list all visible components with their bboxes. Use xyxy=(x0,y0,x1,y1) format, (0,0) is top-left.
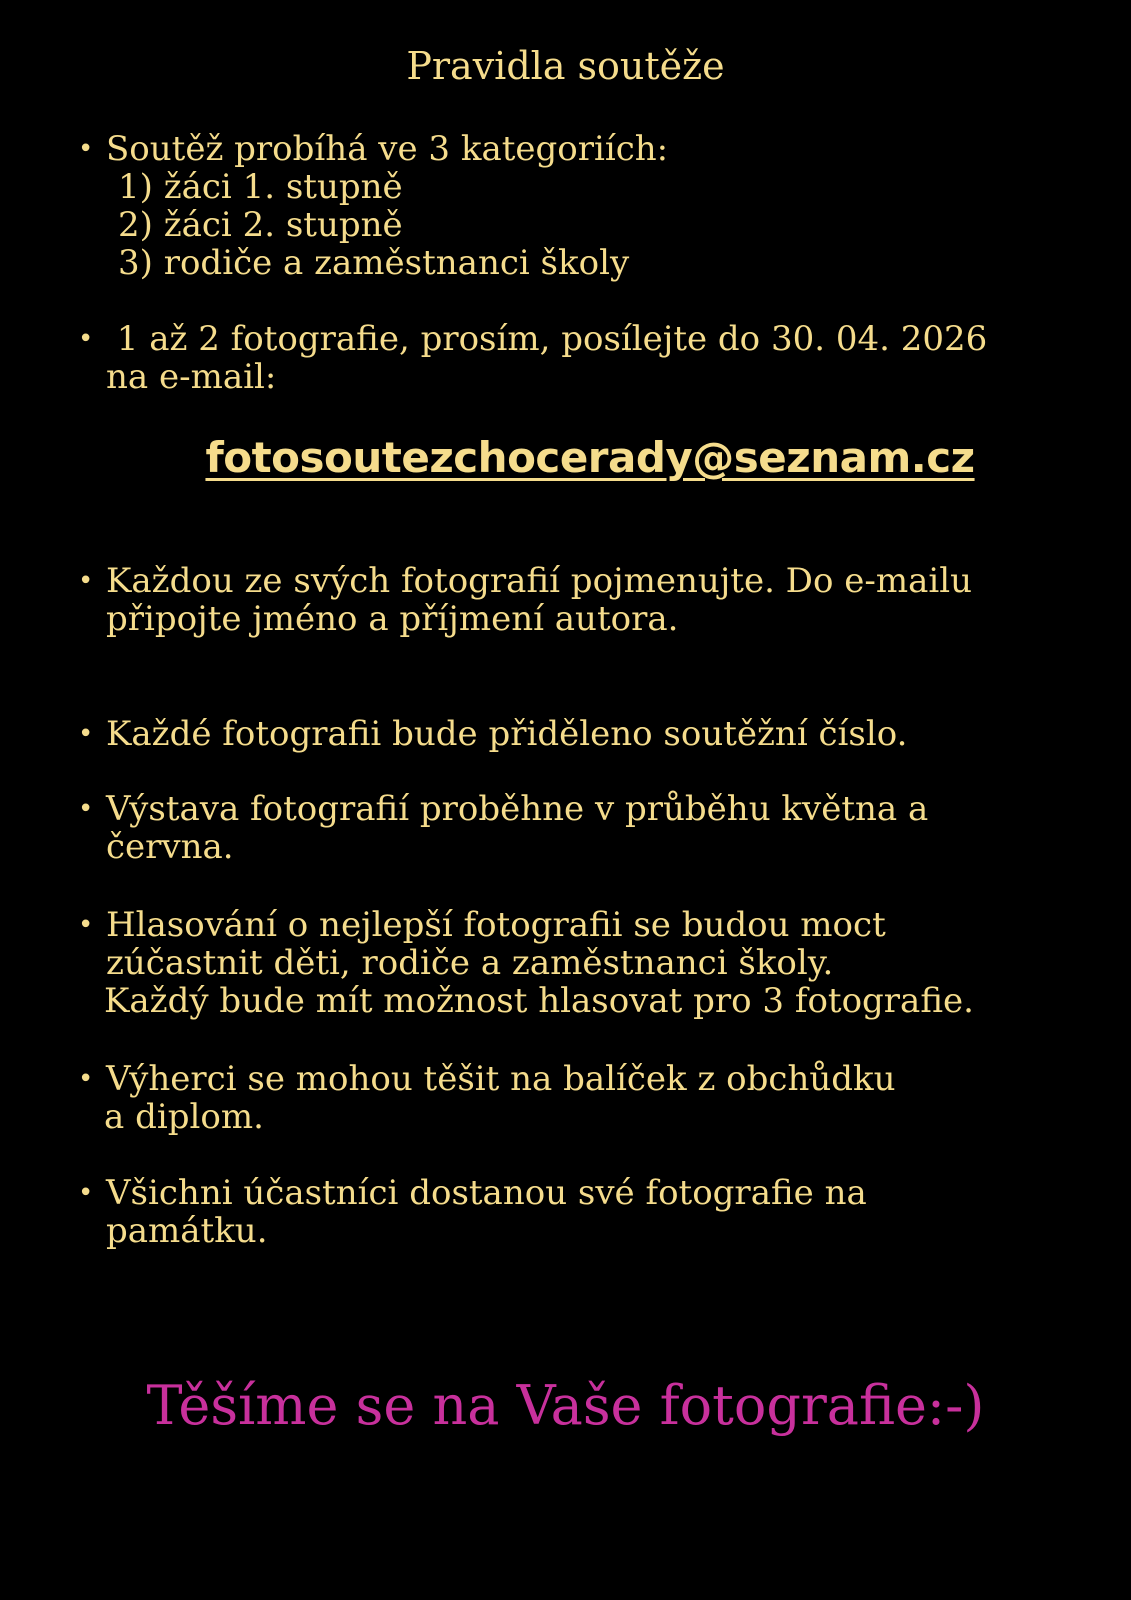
rule-line: Hlasování o nejlepší fotografii se budou moct xyxy=(106,905,886,945)
list-item-rule xyxy=(78,562,1098,638)
category-item: 1) žáci 1. stupně xyxy=(118,167,403,207)
list-item-rule xyxy=(78,906,1098,1020)
rule-line: Výstava fotografií proběhne v průběhu května a xyxy=(106,789,929,829)
list-item-rule xyxy=(78,1174,1098,1250)
page-title: Pravidla soutěže xyxy=(406,44,725,88)
bullet-icon: • xyxy=(78,566,94,596)
rule-line: Všichni účastníci dostanou své fotografie na xyxy=(106,1173,867,1213)
bullet-icon: • xyxy=(78,1064,94,1094)
rule-line: Každé fotografii bude přiděleno soutěžní číslo. xyxy=(106,714,908,754)
rule-line: Každý bude mít možnost hlasovat pro 3 fotografie. xyxy=(104,981,974,1021)
list-item-categories xyxy=(78,130,1098,282)
categories-intro: Soutěž probíhá ve 3 kategoriích: xyxy=(106,129,669,169)
bullet-icon: • xyxy=(78,134,94,164)
submission-line: na e-mail: xyxy=(106,357,277,397)
rule-line: června. xyxy=(106,827,234,867)
category-item: 3) rodiče a zaměstnanci školy xyxy=(118,243,630,283)
bullet-icon: • xyxy=(78,324,94,354)
list-item-rule xyxy=(78,790,1098,866)
rule-line: Každou ze svých fotografií pojmenujte. Do e-mailu xyxy=(106,561,972,601)
submission-line: 1 až 2 fotografie, prosím, posílejte do 30. 04. 2026 xyxy=(106,319,988,359)
rule-line: připojte jméno a příjmení autora. xyxy=(106,599,679,639)
bullet-icon: • xyxy=(78,1178,94,1208)
rule-line: zúčastnit děti, rodiče a zaměstnanci školy. xyxy=(106,943,834,983)
email-address xyxy=(0,432,1131,484)
email-link[interactable]: fotosoutezchocerady@seznam.cz xyxy=(205,433,975,482)
list-item-rule xyxy=(78,715,1098,753)
closing-message: Těšíme se na Vaše fotografie:-) xyxy=(146,1374,985,1437)
list-item-submission xyxy=(78,320,1098,396)
bullet-icon: • xyxy=(78,910,94,940)
list-item-rule xyxy=(78,1060,1098,1136)
bullet-icon: • xyxy=(78,719,94,749)
category-item: 2) žáci 2. stupně xyxy=(118,205,403,245)
bullet-icon: • xyxy=(78,794,94,824)
rule-line: a diplom. xyxy=(104,1097,264,1137)
rule-line: památku. xyxy=(106,1211,268,1251)
rule-line: Výherci se mohou těšit na balíček z obchůdku xyxy=(106,1059,896,1099)
